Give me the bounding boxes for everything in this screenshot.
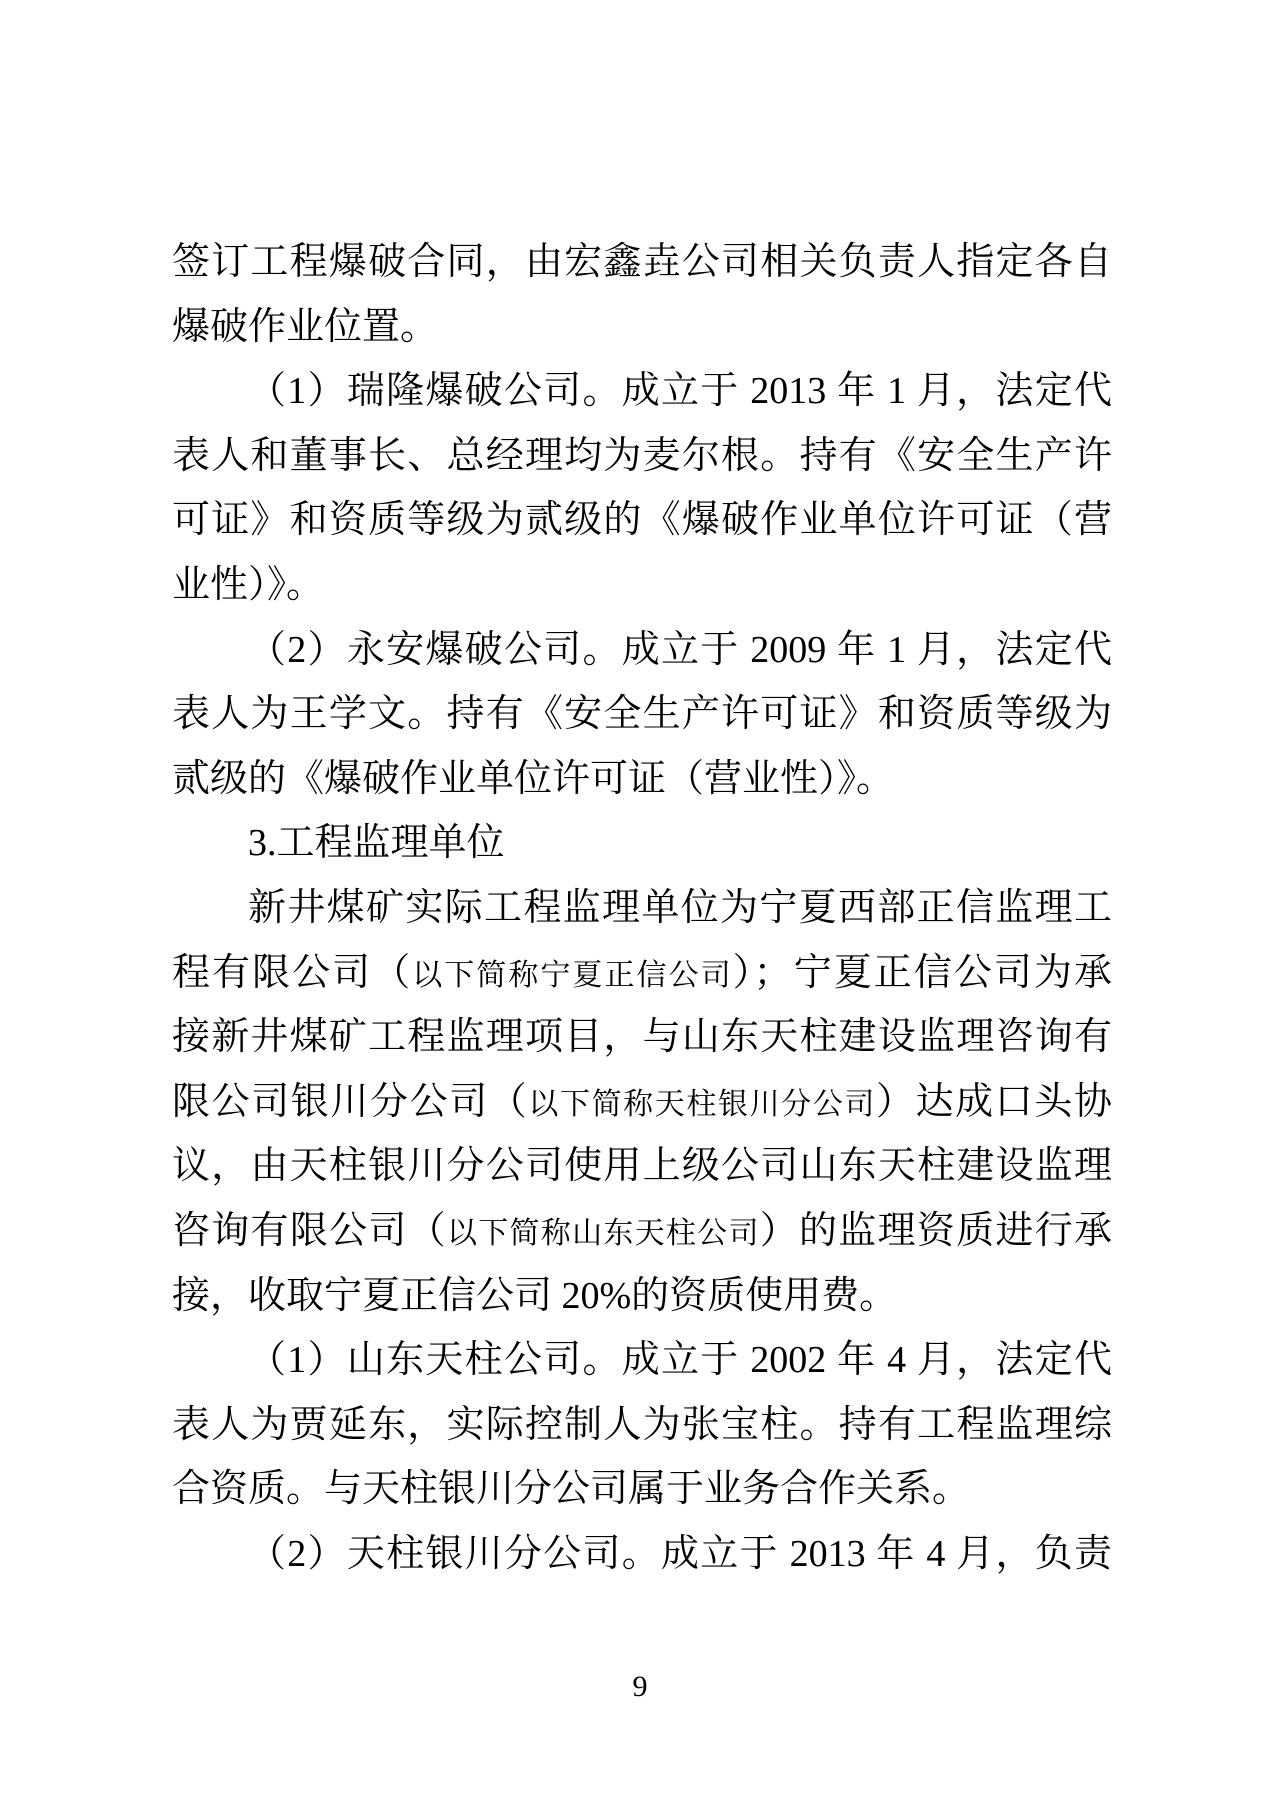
text-line bbox=[172, 876, 1112, 941]
text-segment: 签订工程爆破合同，由宏鑫垚公司相关负责人指定各自 bbox=[172, 241, 1112, 283]
abbreviation-note: 以下简称宁夏正信公司 bbox=[412, 958, 733, 992]
paragraph bbox=[172, 618, 1112, 812]
text-segment: 表人为贾延东，实际控制人为张宝柱。持有工程监理综 bbox=[172, 1403, 1112, 1446]
page-number: 9 bbox=[632, 1670, 648, 1703]
text-segment: ）达成口头协 bbox=[875, 1080, 1112, 1123]
text-segment: （1）山东天柱公司。成立于 2002 年 4 月，法定代 bbox=[248, 1339, 1112, 1382]
paragraph bbox=[172, 876, 1112, 1328]
text-line bbox=[172, 1393, 1112, 1458]
text-segment: 可证》和资质等级为贰级的《爆破作业单位许可证（营 bbox=[172, 499, 1112, 542]
text-line bbox=[172, 359, 1112, 424]
text-segment: ）的监理资质进行承 bbox=[759, 1209, 1112, 1252]
paragraph bbox=[172, 359, 1112, 617]
text-line bbox=[172, 1522, 1112, 1587]
paragraph bbox=[172, 230, 1112, 359]
text-line bbox=[172, 1134, 1112, 1199]
abbreviation-note: 以下简称山东天柱公司 bbox=[446, 1216, 760, 1250]
text-line bbox=[172, 618, 1112, 683]
text-segment: 接新井煤矿工程监理项目，与山东天柱建设监理咨询有 bbox=[172, 1016, 1112, 1059]
text-line bbox=[172, 488, 1112, 553]
text-segment: 爆破作业位置。 bbox=[172, 305, 439, 348]
text-segment: （2）天柱银川分公司。成立于 2013 年 4 月，负责 bbox=[248, 1532, 1112, 1575]
text-segment: 表人和董事长、总经理均为麦尔根。持有《安全生产许 bbox=[172, 434, 1112, 477]
text-segment: （2）永安爆破公司。成立于 2009 年 1 月，法定代 bbox=[248, 628, 1112, 671]
text-line bbox=[172, 811, 1112, 876]
text-line bbox=[172, 1070, 1112, 1135]
text-line bbox=[172, 424, 1112, 489]
text-line bbox=[172, 682, 1112, 747]
text-segment: 表人为王学文。持有《安全生产许可证》和资质等级为 bbox=[172, 693, 1112, 736]
text-body bbox=[172, 230, 1112, 1586]
text-line bbox=[172, 1264, 1112, 1329]
text-segment: 咨询有限公司（ bbox=[172, 1209, 447, 1252]
text-segment: 合资质。与天柱银川分公司属于业务合作关系。 bbox=[172, 1468, 971, 1511]
text-segment: 3.工程监理单位 bbox=[248, 822, 505, 865]
text-line bbox=[172, 941, 1112, 1006]
text-segment: ）；宁夏正信公司为承 bbox=[732, 951, 1112, 994]
text-line bbox=[172, 1328, 1112, 1393]
text-line bbox=[172, 295, 1112, 360]
text-line bbox=[172, 230, 1112, 295]
text-line bbox=[172, 747, 1112, 812]
text-segment: 新井煤矿实际工程监理单位为宁夏西部正信监理工 bbox=[248, 886, 1112, 929]
text-segment: 贰级的《爆破作业单位许可证（营业性）》。 bbox=[172, 757, 895, 800]
text-segment: 议，由天柱银川分公司使用上级公司山东天柱建设监理 bbox=[172, 1145, 1112, 1188]
heading-paragraph bbox=[172, 811, 1112, 876]
text-line bbox=[172, 1005, 1112, 1070]
abbreviation-note: 以下简称天柱银川分公司 bbox=[528, 1087, 876, 1121]
paragraph bbox=[172, 1522, 1112, 1587]
text-segment: 业性）》。 bbox=[172, 563, 325, 606]
text-segment: 程有限公司（ bbox=[172, 951, 413, 994]
text-line bbox=[172, 553, 1112, 618]
text-line bbox=[172, 1457, 1112, 1522]
text-segment: 接，收取宁夏正信公司 20%的资质使用费。 bbox=[172, 1274, 898, 1317]
text-line bbox=[172, 1199, 1112, 1264]
text-segment: 限公司银川分公司（ bbox=[172, 1080, 529, 1123]
paragraph bbox=[172, 1328, 1112, 1522]
text-segment: （1）瑞隆爆破公司。成立于 2013 年 1 月，法定代 bbox=[248, 370, 1112, 413]
